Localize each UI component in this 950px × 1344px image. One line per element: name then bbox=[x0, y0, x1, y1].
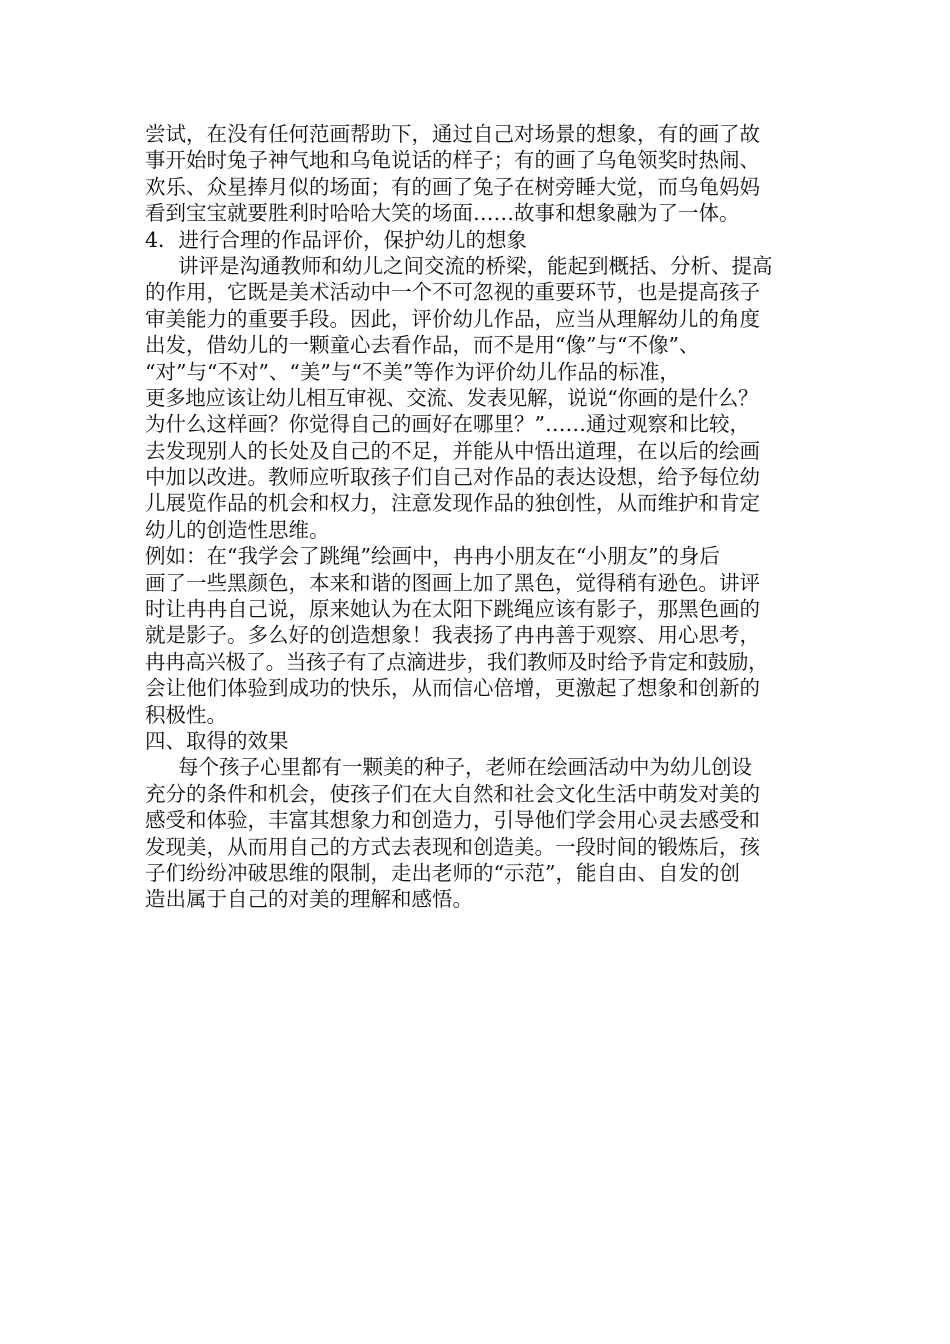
text-line: 看到宝宝就要胜利时哈哈大笑的场面……故事和想象融为了一体。 bbox=[145, 201, 740, 226]
text-line: 出发，借幼儿的一颗童心去看作品，而不是用“像”与“不像”、 bbox=[145, 333, 700, 358]
text-line: 会让他们体验到成功的快乐，从而信心倍增，更激起了想象和创新的 bbox=[145, 676, 760, 701]
text-line: 冉冉高兴极了。当孩子有了点滴进步，我们教师及时给予肯定和鼓励， bbox=[145, 649, 769, 674]
text-line: 更多地应该让幼儿相互审视、交流、发表见解，说说“你画的是什么？ bbox=[145, 385, 759, 410]
text-line: 中加以改进。教师应听取孩子们自己对作品的表达设想，给予每位幼 bbox=[145, 465, 760, 490]
document-body bbox=[145, 121, 809, 913]
text-line: 就是影子。多么好的创造想象！我表扬了冉冉善于观察、用心思考， bbox=[145, 623, 760, 648]
section-heading-4: 4．进行合理的作品评价，保护幼儿的想象 bbox=[145, 227, 528, 252]
text-line: 事开始时兔子神气地和乌龟说话的样子；有的画了乌龟领奖时热闹、 bbox=[145, 148, 760, 173]
text-line: 子们纷纷冲破思维的限制，走出老师的“示范”，能自由、自发的创 bbox=[145, 860, 740, 885]
text-line: 造出属于自己的对美的理解和感悟。 bbox=[145, 887, 473, 912]
text-line: 的作用，它既是美术活动中一个不可忽视的重要环节，也是提高孩子 bbox=[145, 280, 760, 305]
text-line: 发现美，从而用自己的方式去表现和创造美。一段时间的锻炼后，孩 bbox=[145, 834, 760, 859]
text-line: 尝试，在没有任何范画帮助下，通过自己对场景的想象，有的画了故 bbox=[145, 122, 760, 146]
text-line: 去发现别人的长处及自己的不足，并能从中悟出道理，在以后的绘画 bbox=[145, 438, 760, 463]
example-first-line: 例如：在“我学会了跳绳”绘画中，冉冉小朋友在“小朋友”的身后 bbox=[145, 544, 720, 569]
text-line: 儿展览作品的机会和权力，注意发现作品的独创性，从而维护和肯定 bbox=[145, 491, 760, 516]
text-line: 充分的条件和机会，使孩子们在大自然和社会文化生活中萌发对美的 bbox=[145, 781, 760, 806]
paragraph-first-line: 讲评是沟通教师和幼儿之间交流的桥梁，能起到概括、分析、提高 bbox=[178, 253, 773, 278]
text-line: 积极性。 bbox=[145, 702, 227, 727]
text-line: 感受和体验，丰富其想象力和创造力，引导他们学会用心灵去感受和 bbox=[145, 808, 760, 833]
text-line: “对”与“不对”、“美”与“不美”等作为评价幼儿作品的标准， bbox=[145, 359, 680, 384]
text-line: 画了一些黑颜色，本来和谐的图画上加了黑色，觉得稍有逊色。讲评 bbox=[145, 570, 760, 595]
text-line: 为什么这样画？你觉得自己的画好在哪里？”……通过观察和比较， bbox=[145, 412, 750, 437]
paragraph-first-line: 每个孩子心里都有一颗美的种子，老师在绘画活动中为幼儿创设 bbox=[178, 755, 752, 780]
text-line: 欢乐、众星捧月似的场面；有的画了兔子在树旁睡大觉，而乌龟妈妈 bbox=[145, 174, 760, 199]
section-heading-four: 四、取得的效果 bbox=[145, 728, 289, 753]
text-line: 审美能力的重要手段。因此，评价幼儿作品，应当从理解幼儿的角度 bbox=[145, 306, 760, 331]
text-line: 幼儿的创造性思维。 bbox=[145, 517, 330, 542]
text-line: 时让冉冉自己说，原来她认为在太阳下跳绳应该有影子，那黑色画的 bbox=[145, 597, 760, 622]
